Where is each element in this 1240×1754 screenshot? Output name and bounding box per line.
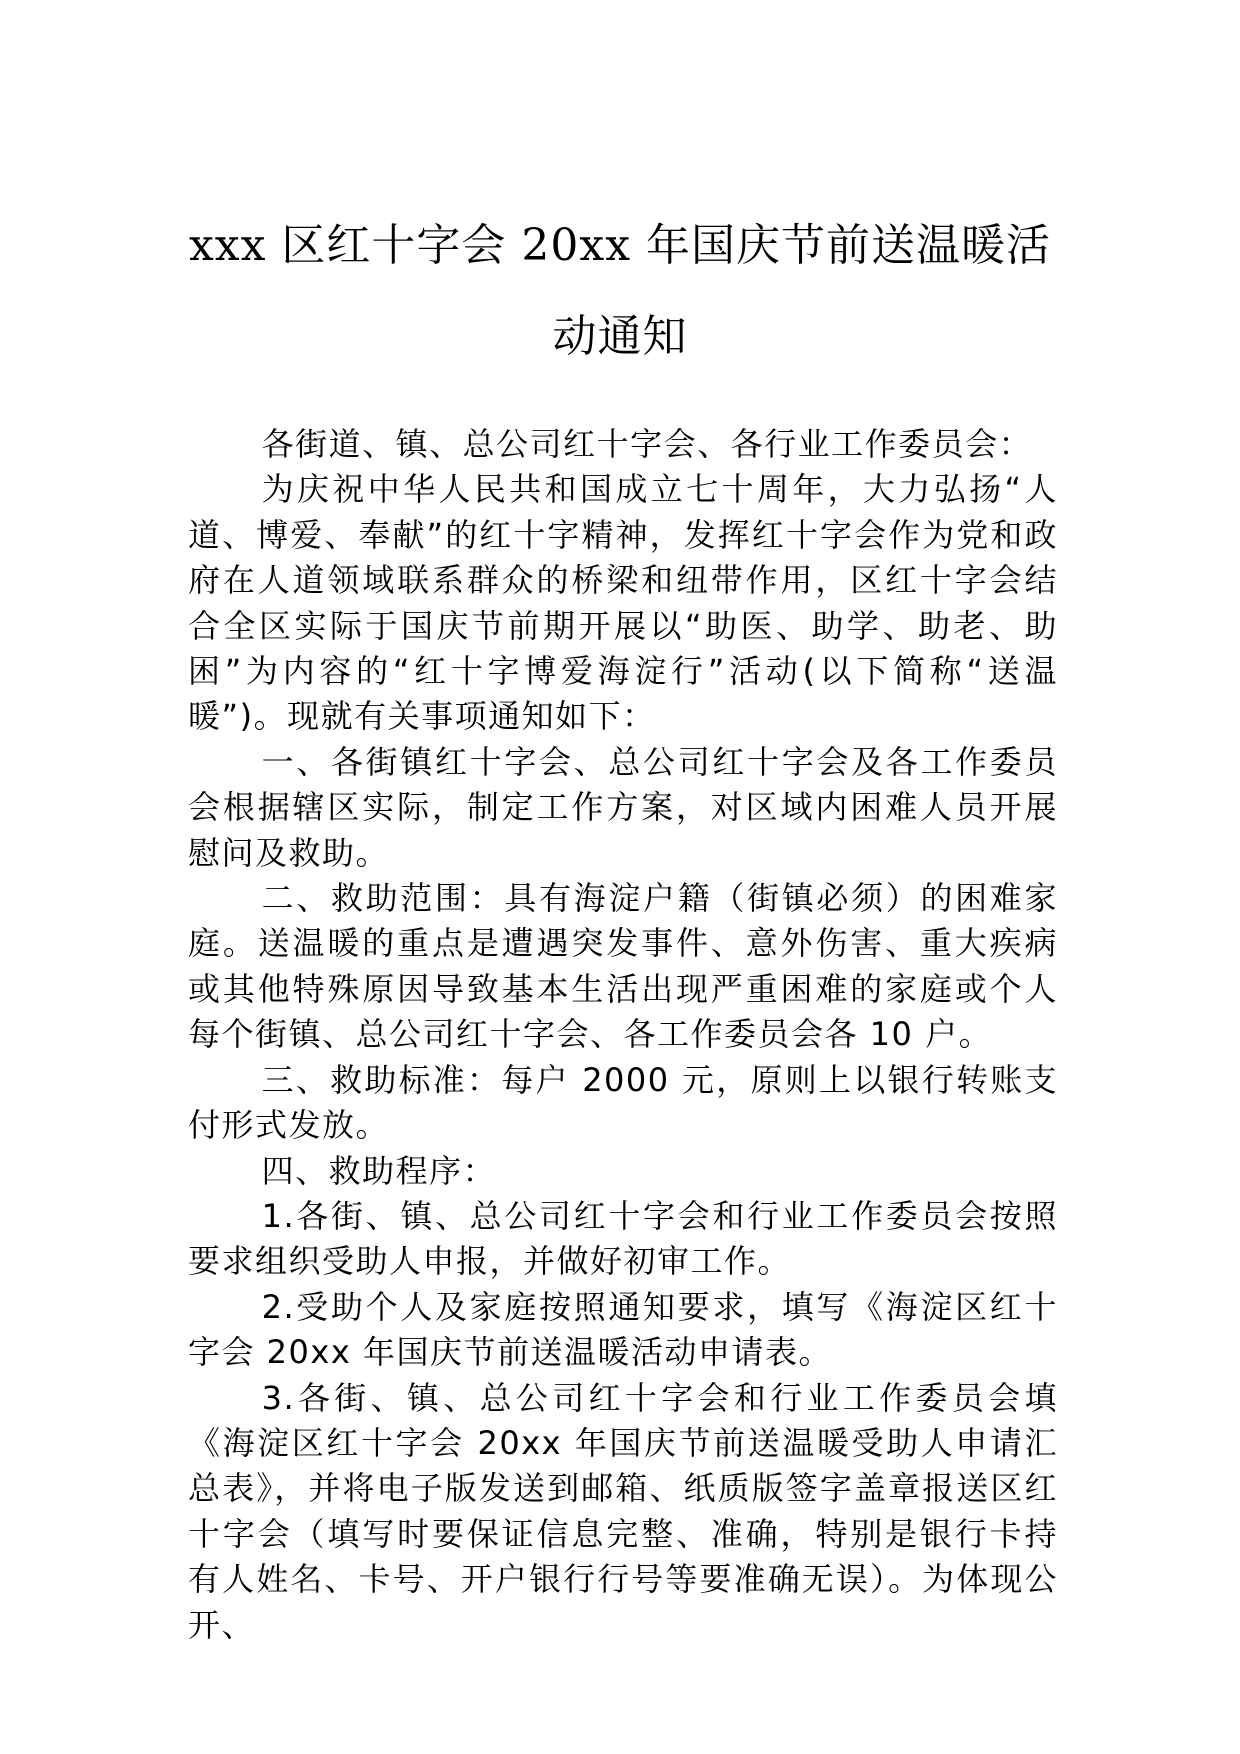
document-title-line-1: xxx 区红十字会 20xx 年国庆节前送温暖活 bbox=[188, 220, 1052, 271]
paragraph-intro: 为庆祝中华人民共和国成立七十周年，大力弘扬“人道、博爱、奉献”的红十字精神，发挥红十字会作为党和政府在人道领域联系群众的桥梁和纽带作用，区红十字会结合全区实际于国庆节前期开展以“助医、助学、助老、助困”为内容的“红十字博爱海淀行”活动(以下简称“送温暖”)。现就有关事项通知如下： bbox=[188, 470, 1058, 736]
document-body bbox=[188, 422, 1058, 1648]
paragraph-item-2: 二、救助范围：具有海淀户籍（街镇必须）的困难家庭。送温暖的重点是遭遇突发事件、意外伤害、重大疾病或其他特殊原因导致基本生活出现严重困难的家庭或个人每个街镇、总公司红十字会、各工作委员会各 10 户。 bbox=[188, 879, 1058, 1054]
paragraph-step-3: 3.各街、镇、总公司红十字会和行业工作委员会填《海淀区红十字会 20xx 年国庆节前送温暖受助人申请汇总表》，并将电子版发送到邮箱、纸质版签字盖章报送区红十字会（填写时要保证信息完整、准确，特别是银行卡持有人姓名、卡号、开户银行行号等要准确无误）。为体现公开、 bbox=[188, 1378, 1058, 1644]
paragraph-item-4-heading: 四、救助程序： bbox=[261, 1151, 497, 1190]
paragraph-item-3: 三、救助标准：每户 2000 元，原则上以银行转账支付形式发放。 bbox=[188, 1060, 1058, 1145]
document-title-line-2: 动通知 bbox=[552, 311, 688, 362]
paragraph-step-1: 1.各街、镇、总公司红十字会和行业工作委员会按照要求组织受助人申报，并做好初审工作。 bbox=[188, 1196, 1058, 1281]
salutation: 各街道、镇、总公司红十字会、各行业工作委员会： bbox=[261, 425, 1033, 463]
paragraph-step-2: 2.受助个人及家庭按照通知要求，填写《海淀区红十字会 20xx 年国庆节前送温暖活动申请表。 bbox=[188, 1287, 1058, 1372]
paragraph-item-1: 一、各街镇红十字会、总公司红十字会及各工作委员会根据辖区实际，制定工作方案，对区域内困难人员开展慰问及救助。 bbox=[188, 742, 1058, 872]
